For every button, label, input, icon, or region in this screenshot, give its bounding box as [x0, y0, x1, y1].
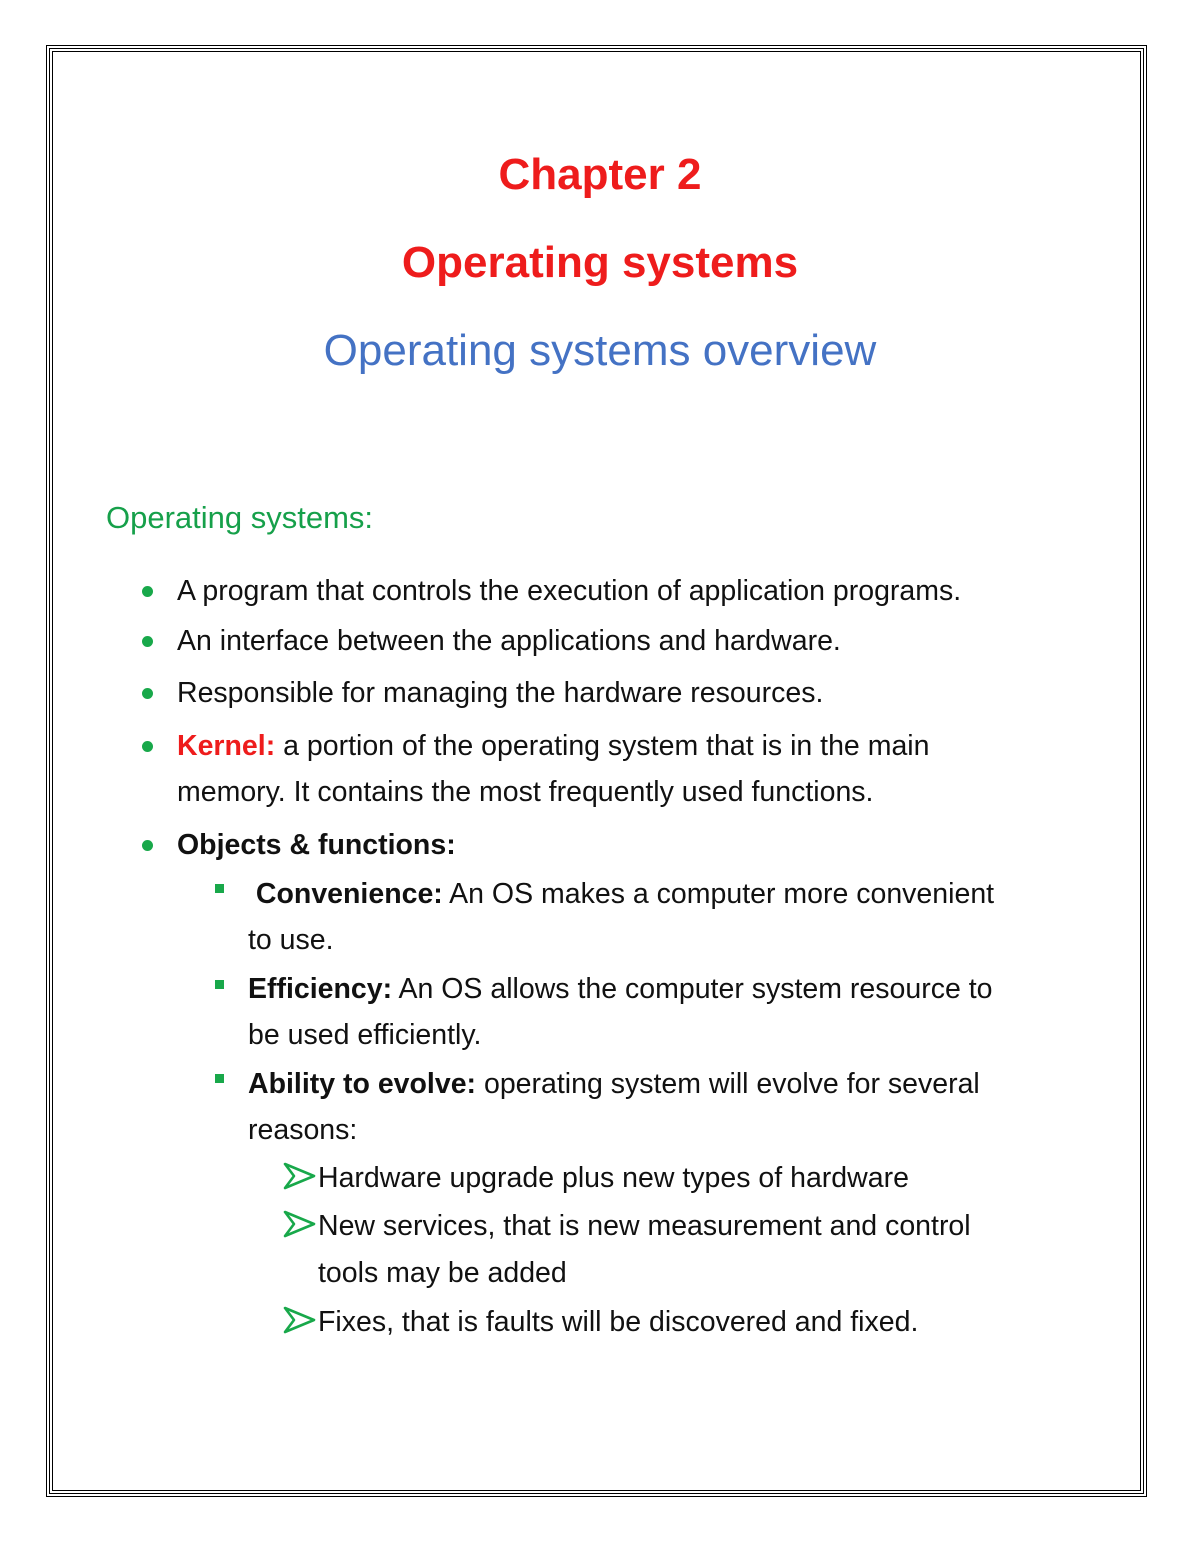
kernel-text: a portion of the operating system that is in the main [275, 730, 930, 762]
arrow-item-text: New services, that is new measurement and control [318, 1210, 971, 1242]
arrow-bullet-icon [283, 1161, 317, 1191]
bullet-dot-icon [142, 840, 153, 851]
arrow-item-text: Hardware upgrade plus new types of hardware [318, 1162, 909, 1194]
bullet-dot-icon [142, 586, 153, 597]
document-title: Operating systems [401, 238, 799, 287]
bullet-dot-icon [142, 688, 153, 699]
bullet-dot-icon [142, 741, 153, 752]
bullet-kernel [177, 729, 929, 763]
sub-bullet-text-continued: reasons: [248, 1114, 358, 1146]
sub-bullet-ability [248, 1067, 980, 1101]
arrow-item-text-continued: tools may be added [318, 1257, 567, 1289]
bullet-text-continued: memory. It contains the most frequently used functions. [177, 776, 874, 808]
bullet-text: Responsible for managing the hardware resources. [177, 677, 824, 709]
ability-label: Ability to evolve: [248, 1068, 477, 1100]
bullet-square-icon [215, 980, 224, 989]
bullet-square-icon [215, 884, 224, 893]
convenience-label: Convenience: [255, 878, 443, 910]
document-subtitle: Operating systems overview [323, 326, 877, 375]
bullet-text: An interface between the applications and hardware. [177, 625, 841, 657]
efficiency-label: Efficiency: [248, 973, 393, 1005]
bullet-text: A program that controls the execution of application programs. [177, 575, 962, 607]
sub-bullet-convenience [248, 877, 994, 911]
arrow-bullet-icon [283, 1209, 317, 1239]
convenience-text: An OS makes a computer more convenient [442, 878, 995, 910]
arrow-bullet-icon [283, 1305, 317, 1335]
section-heading: Operating systems: [106, 500, 374, 535]
bullet-dot-icon [142, 636, 153, 647]
bullet-square-icon [215, 1074, 224, 1083]
ability-text: operating system will evolve for several [476, 1068, 980, 1100]
kernel-label: Kernel: [177, 730, 276, 762]
arrow-item-text: Fixes, that is faults will be discovered and fixed. [318, 1306, 919, 1338]
chapter-title: Chapter 2 [498, 150, 702, 199]
bullet-objects-functions: Objects & functions: [177, 829, 456, 861]
sub-bullet-text-continued: to use. [248, 924, 334, 956]
sub-bullet-efficiency [248, 972, 992, 1006]
efficiency-text: An OS allows the computer system resource to [392, 973, 993, 1005]
sub-bullet-text-continued: be used efficiently. [248, 1019, 482, 1051]
